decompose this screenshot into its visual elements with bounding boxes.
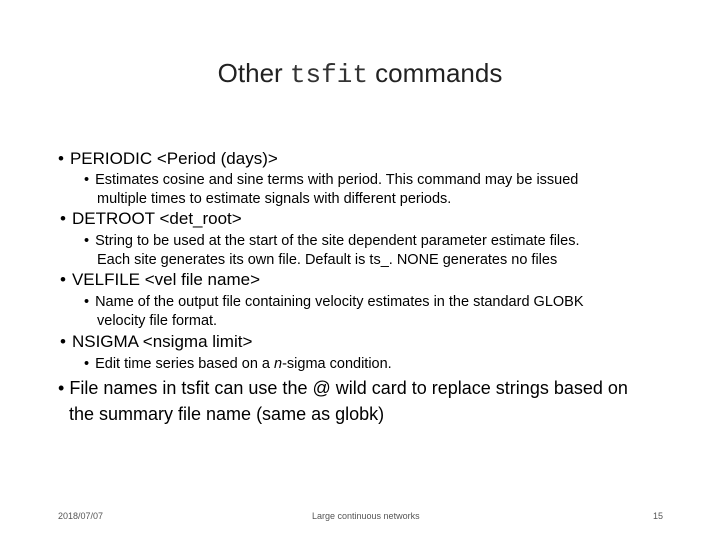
sub-bullet-detroot (84, 232, 674, 270)
title-command: tsfit (289, 60, 368, 90)
bullet-file-names (58, 375, 698, 427)
bullet-glyph: • (58, 149, 64, 168)
keyword-tsfit: tsfit (181, 378, 210, 398)
last-text: File names in (69, 378, 182, 398)
last-text: the summary file name (same as (69, 404, 336, 424)
last-text: ) (378, 404, 385, 424)
slide-title (0, 58, 720, 90)
bullet-head: VELFILE <vel file name> (71, 270, 260, 289)
sub-bullet-text: Edit time series based on a (95, 356, 275, 372)
last-text: can use the @ wild card to replace strings based on (209, 378, 628, 398)
bullet-glyph: • (60, 270, 66, 289)
bullet-periodic (58, 149, 278, 169)
bullet-glyph: • (84, 233, 90, 249)
sub-bullet-line: Each site generates its own file. Default is ts_. NONE generates no files (97, 252, 558, 268)
bullet-glyph: • (60, 209, 66, 228)
bullet-glyph: • (84, 294, 90, 310)
sub-bullet-line: Name of the output file containing velocity estimates in the standard GLOBK (95, 294, 584, 310)
footer-page-number: 15 (653, 511, 664, 521)
bullet-head: PERIODIC <Period (days)> (69, 149, 278, 168)
bullet-head: DETROOT <det_root> (71, 209, 242, 228)
sub-bullet-text: -sigma condition. (282, 356, 392, 372)
sub-bullet-italic: n (274, 356, 283, 372)
bullet-nsigma (60, 332, 252, 352)
sub-bullet-nsigma (84, 355, 674, 374)
sub-bullet-line: Estimates cosine and sine terms with period. This command may be issued (95, 172, 579, 188)
footer-date: 2018/07/07 (58, 511, 104, 521)
sub-bullet-line: velocity file format. (97, 313, 218, 329)
bullet-glyph: • (84, 172, 90, 188)
bullet-glyph: • (58, 378, 65, 398)
bullet-glyph: • (84, 356, 90, 372)
keyword-globk: globk (335, 404, 379, 424)
sub-bullet-line: String to be used at the start of the site dependent parameter estimate files. (95, 233, 580, 249)
title-suffix: commands (375, 58, 503, 88)
bullet-velfile (60, 270, 260, 290)
sub-bullet-line: multiple times to estimate signals with different periods. (97, 191, 452, 207)
title-prefix: Other (217, 58, 283, 88)
sub-bullet-velfile (84, 293, 674, 331)
footer-center: Large continuous networks (312, 511, 420, 521)
bullet-head: NSIGMA <nsigma limit> (71, 332, 253, 351)
bullet-glyph: • (60, 332, 66, 351)
sub-bullet-periodic (84, 171, 674, 209)
bullet-detroot (60, 209, 242, 229)
